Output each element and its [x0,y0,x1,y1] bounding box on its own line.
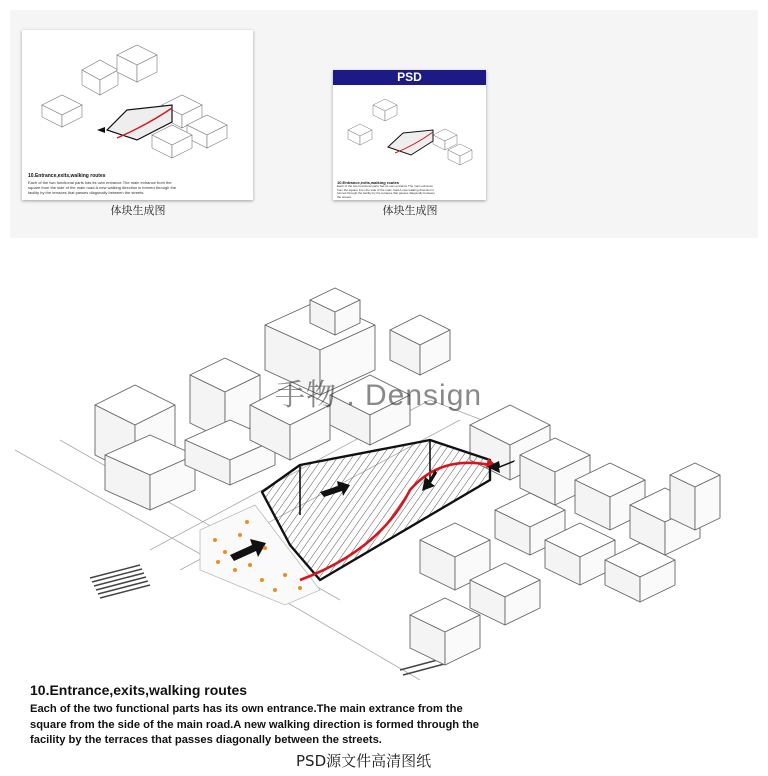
thumbnail-2-caption: 体块生成图 [382,204,438,217]
watermark: 手物 . Densign [275,379,483,412]
site-axonometric-drawing [0,280,768,680]
psd-banner: PSD [333,70,486,85]
thumbnail-1-heading: 10.Entrance,exits,walking routes [28,173,106,179]
thumbnail-2[interactable] [333,70,486,200]
thumbnail-2-text: Each of the two functional parts has its own entrance.The main extrance from the square from the side of the main road.A new walking direction is formed through the facility by the terraces that passes diagonally between the streets. [337,184,435,199]
thumbnail-2-drawing [333,85,486,180]
thumbnail-1-drawing [22,30,253,170]
thumbnail-1[interactable] [22,30,253,200]
section-title: 10.Entrance,exits,walking routes [30,682,248,698]
section-body: Each of the two functional parts has its own entrance.The main extrance from the square from the side of the main road.A new walking direction is formed through the facility by the terraces that passes diagonally between the streets. [30,703,480,746]
thumbnail-1-caption: 体块生成图 [110,204,166,217]
thumbnail-2-heading: 10.Entrance,exits,walking routes [337,180,400,185]
thumbnail-1-text: Each of the two functional parts has its own entrance.The main extrance from the square from the side of the main road.A new walking direction is formed through the facility by the terraces that passes diagonally between the streets. [28,180,177,195]
footer-caption: PSD源文件高清图纸 [296,752,432,770]
